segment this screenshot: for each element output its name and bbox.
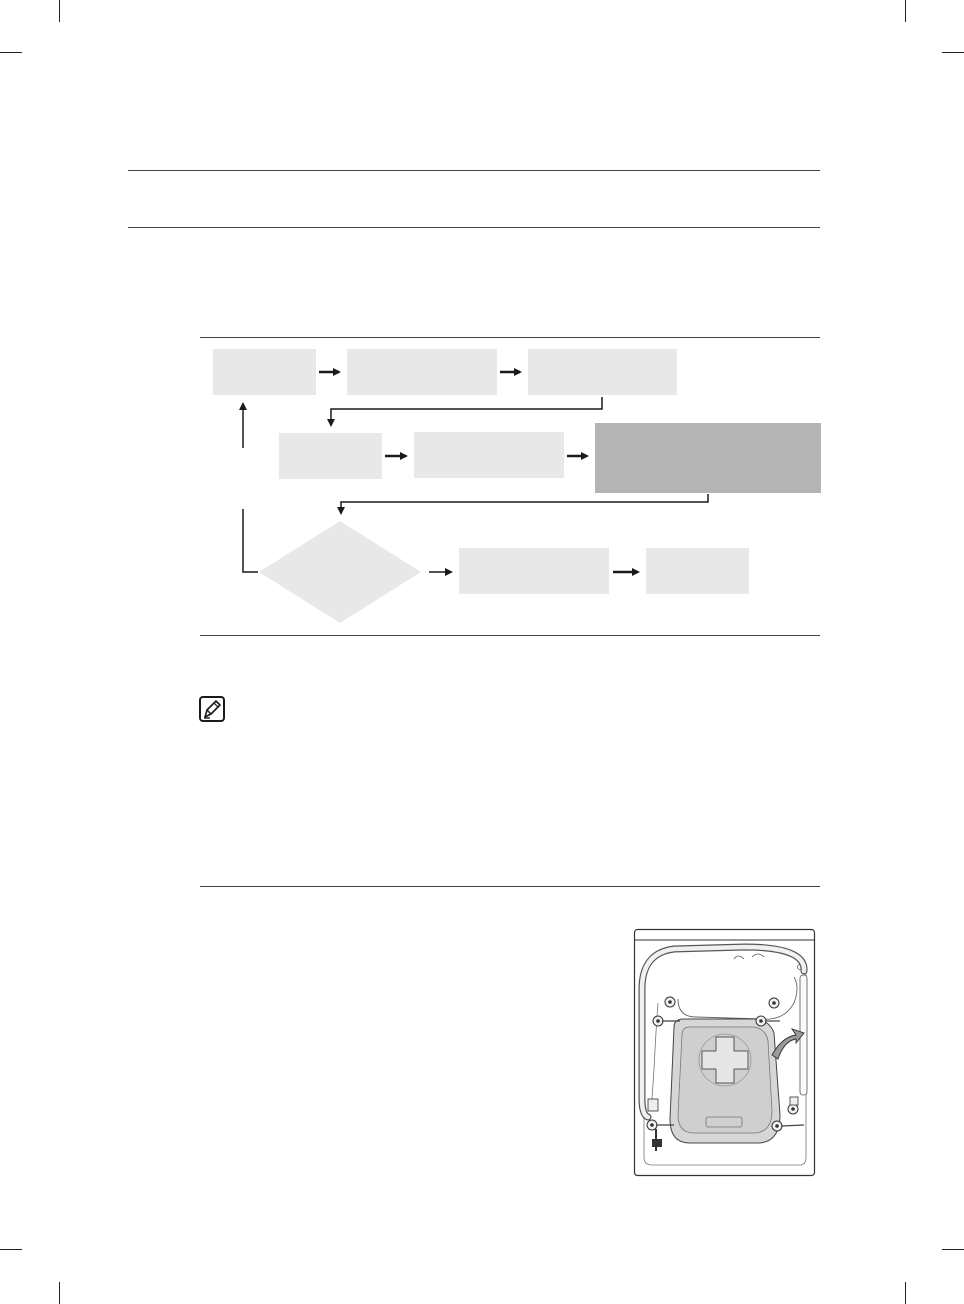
note-pencil-icon: [199, 696, 225, 722]
figure-caption: [200, 930, 600, 970]
note-rule-bottom: [200, 886, 820, 887]
arrow-step3-step4: [331, 397, 602, 425]
arrow-step6-decision: [341, 494, 708, 513]
flowchart-rule-bottom: [200, 635, 820, 636]
note-text: [236, 698, 820, 858]
flow-decision-diamond: [259, 521, 421, 623]
washer-back-panel-illustration: [634, 929, 815, 1176]
loop-back-line: [243, 509, 258, 572]
